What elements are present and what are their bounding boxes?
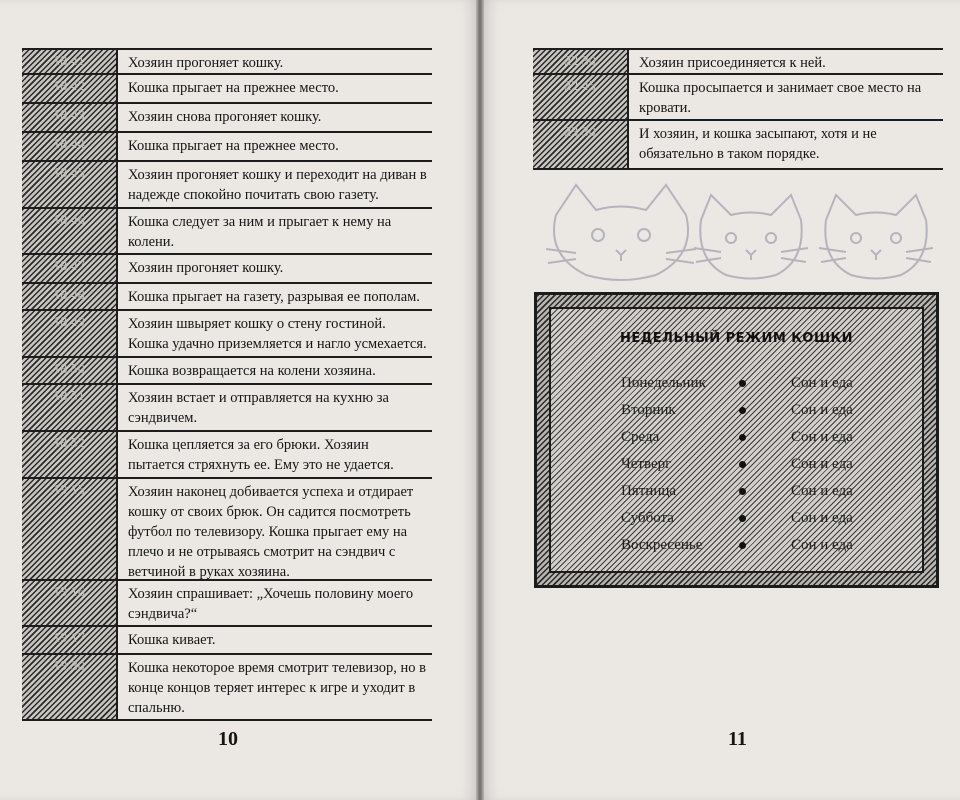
table-row — [22, 104, 432, 133]
book-gutter — [476, 0, 484, 800]
left-schedule-table — [22, 48, 432, 721]
event-text: Кошка кивает. — [128, 632, 216, 648]
time-cell: 22.30 — [533, 50, 629, 73]
weekday-label: Среда — [621, 429, 660, 445]
time-cell: 19.15 — [22, 479, 118, 579]
weekday-label: Понедельник — [621, 375, 706, 391]
table-row — [22, 581, 432, 627]
event-text: Кошка прыгает на прежнее место. — [128, 138, 339, 154]
time-cell: 19.30 — [22, 655, 118, 719]
time-cell: 18.41 — [22, 50, 118, 73]
weekday-activity: Сон и еда — [791, 510, 853, 526]
weekday-row — [621, 456, 902, 482]
weekly-title: НЕДЕЛЬНЫЙ РЕЖИМ КОШКИ — [619, 331, 854, 346]
event-text: Кошка возвращается на колени хозяина. — [128, 363, 376, 379]
time-cell: 18.47 — [22, 255, 118, 282]
time-cell: 22.45 — [533, 75, 629, 119]
table-row — [22, 162, 432, 209]
weekday-label: Суббота — [621, 510, 674, 526]
table-row — [533, 75, 943, 121]
weekday-row — [621, 402, 902, 428]
weekday-row — [621, 483, 902, 509]
event-text: Хозяин прогоняет кошку. — [128, 55, 284, 71]
time-cell: 19.16 — [22, 581, 118, 625]
table-row — [533, 121, 943, 170]
event-text: Кошка некоторое время смотрит телевизор, но в конце концов теряет интерес к игре и уходит в спальню. — [128, 660, 427, 716]
weekday-row — [621, 510, 902, 536]
table-row — [22, 432, 432, 479]
bullet-icon — [739, 380, 746, 387]
event-text: Хозяин швыряет кошку о стену гостиной. Кошка удачно приземляется и нагло усмехается. — [128, 316, 427, 352]
weekday-row — [621, 375, 902, 401]
event-text: Кошка цепляется за его брюки. Хозяин пытается стряхнуть ее. Ему это не удается. — [128, 437, 394, 473]
time-cell: 19.17 — [22, 627, 118, 653]
weekly-inner-panel — [549, 307, 924, 573]
time-cell: 18.45 — [22, 162, 118, 207]
time-cell: 18.48 — [22, 284, 118, 309]
weekday-row — [621, 537, 902, 563]
time-cell: 18.52 — [22, 432, 118, 477]
event-text: Хозяин присоединяется к ней. — [639, 55, 826, 71]
event-text: Хозяин прогоняет кошку. — [128, 260, 284, 276]
bullet-icon — [739, 434, 746, 441]
table-row — [22, 358, 432, 385]
event-text: Хозяин прогоняет кошку и переходит на диван в надежде спокойно почитать свою газету. — [128, 167, 427, 203]
page-number: 11 — [728, 728, 747, 750]
table-row — [22, 311, 432, 358]
right-schedule-table — [533, 48, 943, 170]
table-row — [22, 209, 432, 255]
table-row — [22, 75, 432, 104]
time-cell: 18.50 — [22, 358, 118, 383]
weekday-activity: Сон и еда — [791, 537, 853, 553]
event-text: Хозяин снова прогоняет кошку. — [128, 109, 322, 125]
page-number: 10 — [218, 728, 238, 750]
weekday-label: Пятница — [621, 483, 677, 499]
time-cell: 18.46 — [22, 209, 118, 253]
bullet-icon — [739, 542, 746, 549]
bullet-icon — [739, 407, 746, 414]
cat-face-icon — [819, 195, 933, 279]
event-text: Хозяин встает и отправляется на кухню за сэндвичем. — [128, 390, 389, 426]
weekday-activity: Сон и еда — [791, 375, 853, 391]
table-row — [22, 627, 432, 655]
table-row — [533, 48, 943, 75]
weekday-label: Вторник — [621, 402, 676, 418]
table-row — [22, 284, 432, 311]
weekday-activity: Сон и еда — [791, 402, 853, 418]
weekday-activity: Сон и еда — [791, 456, 853, 472]
table-row — [22, 655, 432, 721]
table-row — [22, 479, 432, 581]
table-row — [22, 133, 432, 162]
cat-face-icon — [694, 195, 808, 279]
time-cell: 18.43 — [22, 104, 118, 131]
event-text: Кошка прыгает на газету, разрывая ее пополам. — [128, 289, 420, 305]
weekday-label: Воскресенье — [621, 537, 703, 553]
bullet-icon — [739, 488, 746, 495]
weekly-schedule-box — [534, 292, 939, 588]
weekday-activity: Сон и еда — [791, 429, 853, 445]
time-cell: 18.44 — [22, 133, 118, 160]
time-cell: 18.49 — [22, 311, 118, 356]
table-row — [22, 385, 432, 432]
time-cell: 23.30 — [533, 121, 629, 168]
event-text: Кошка прыгает на прежнее место. — [128, 80, 339, 96]
weekday-row — [621, 429, 902, 455]
weekday-activity: Сон и еда — [791, 483, 853, 499]
table-row — [22, 48, 432, 75]
time-cell: 18.51 — [22, 385, 118, 430]
event-text: Хозяин спрашивает: „Хочешь половину моего сэндвича?“ — [128, 586, 414, 622]
event-text: И хозяин, и кошка засыпают, хотя и не обязательно в таком порядке. — [639, 126, 877, 162]
table-row — [22, 255, 432, 284]
weekday-label: Четверг — [621, 456, 672, 472]
event-text: Кошка просыпается и занимает свое место на кровати. — [639, 80, 922, 116]
event-text: Хозяин наконец добивается успеха и отдирает кошку от своих брюк. Он садится посмотреть футбол по телевизору. Кошка прыгает ему на плечо и не отрываясь смотрит на сэндвич с ветчиной в руках хозяина. — [128, 484, 414, 580]
bullet-icon — [739, 515, 746, 522]
bullet-icon — [739, 461, 746, 468]
cat-face-icon — [546, 185, 696, 280]
cat-faces-illustration — [536, 175, 941, 285]
time-cell: 18.42 — [22, 75, 118, 102]
event-text: Кошка следует за ним и прыгает к нему на колени. — [128, 214, 392, 250]
